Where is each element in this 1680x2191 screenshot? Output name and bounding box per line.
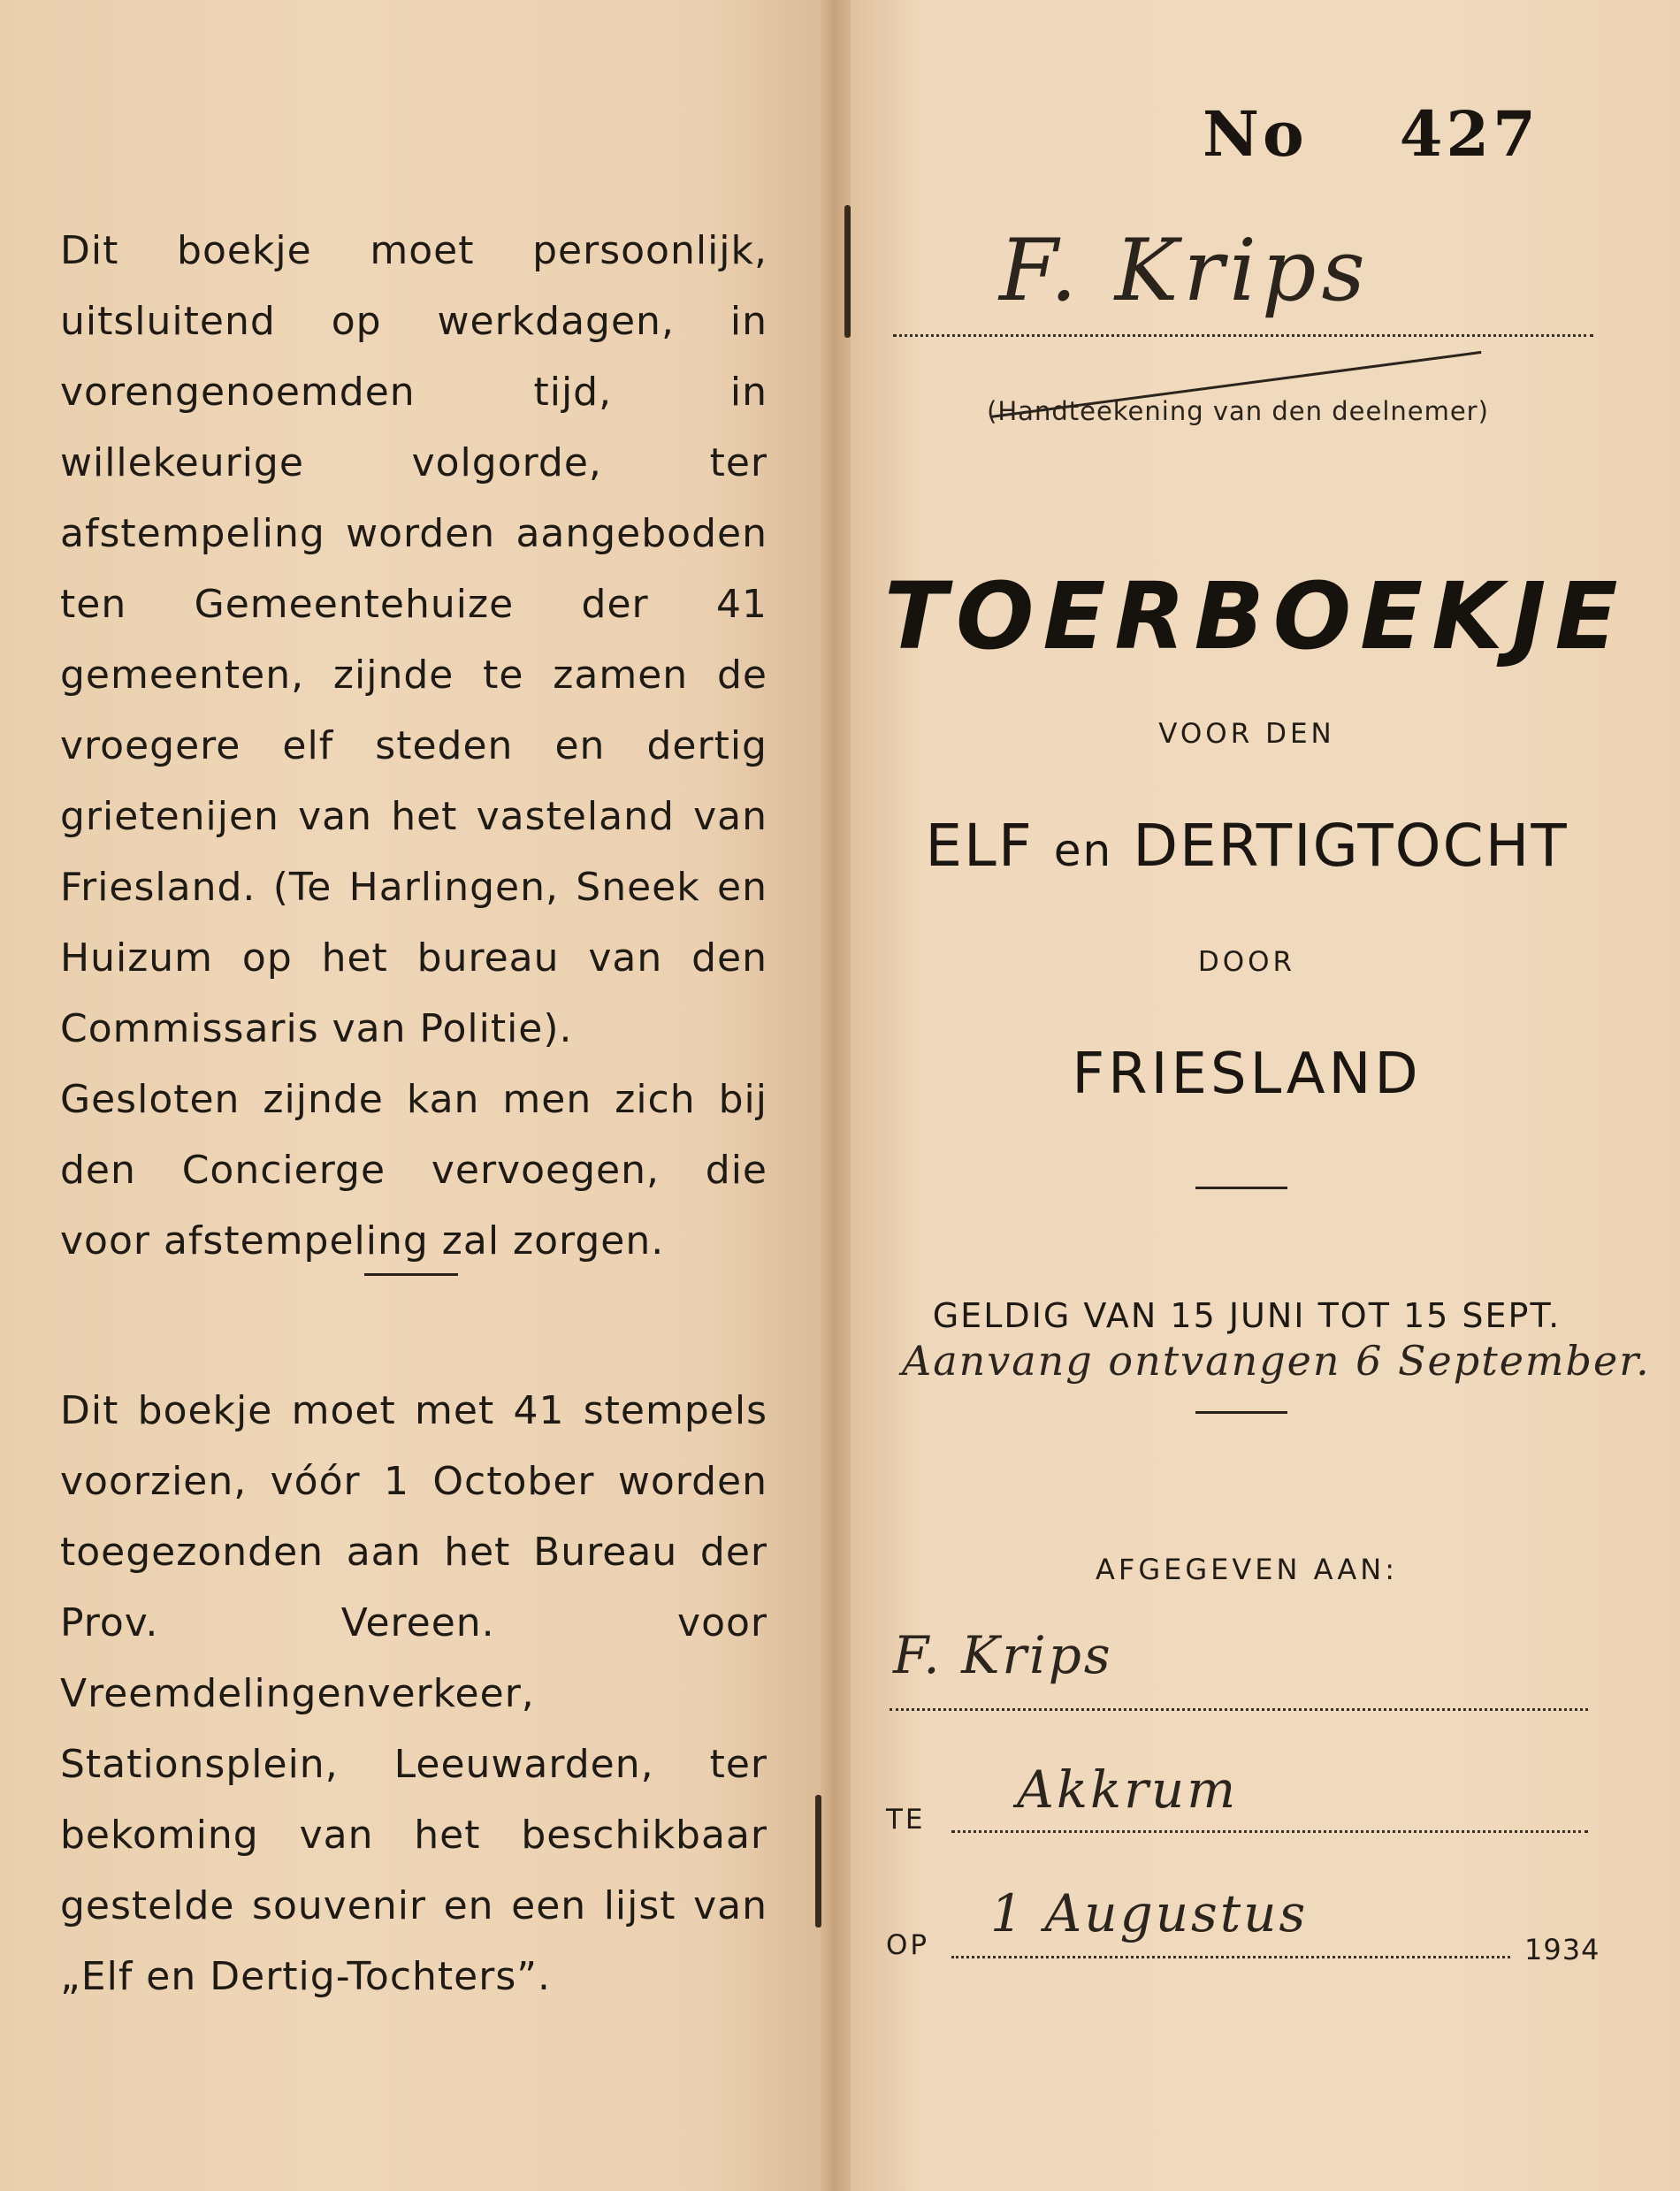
cover-divider-2	[1195, 1411, 1287, 1414]
event-name-part-1: ELF	[925, 812, 1034, 880]
event-name-part-3: DERTIGTOCHT	[1133, 812, 1569, 880]
te-value: Akkrum	[1017, 1760, 1239, 1820]
event-name	[884, 812, 1609, 880]
participant-signature: F. Krips	[999, 221, 1371, 320]
staple-bottom	[815, 1795, 821, 1928]
booklet-number	[1203, 97, 1539, 171]
door-label: DOOR	[1197, 946, 1296, 978]
validity-period: GELDIG VAN 15 JUNI TOT 15 SEPT.	[932, 1296, 1562, 1335]
instructions-paragraph-1	[60, 216, 767, 1277]
issue-year: 1934	[1524, 1933, 1600, 1966]
instructions-paragraph-2	[60, 1376, 767, 2012]
event-name-part-2: en	[1053, 825, 1113, 876]
issued-to-line	[890, 1708, 1588, 1711]
cover-divider-1	[1195, 1187, 1287, 1189]
op-line	[951, 1956, 1510, 1958]
op-label: OP	[886, 1929, 930, 1961]
number-value: 427	[1399, 97, 1539, 171]
issued-to-label: AFGEGEVEN AAN:	[1096, 1553, 1398, 1586]
signature-caption: (Handteekening van den deelnemer)	[987, 396, 1489, 426]
section-divider	[364, 1273, 458, 1276]
number-prefix: No	[1203, 97, 1308, 171]
region-name: FRIESLAND	[1072, 1042, 1422, 1107]
issued-to-name: F. Krips	[893, 1625, 1113, 1685]
te-line	[951, 1830, 1588, 1833]
voor-den-label: VOOR DEN	[1158, 718, 1335, 750]
staple-top	[844, 205, 851, 338]
instructions-text-1b: Gesloten zijnde kan men zich bij den Concierge vervoegen, die voor afstempeling zal zorgen.	[60, 1077, 767, 1263]
booklet-title: TOERBOEKJE	[884, 562, 1627, 670]
handwritten-note: Aanvang ontvangen 6 September.	[902, 1337, 1651, 1385]
te-label: TE	[886, 1804, 926, 1836]
op-value: 1 Augustus	[990, 1883, 1309, 1943]
instructions-text-2: Dit boekje moet met 41 stempels voorzien, vóór 1 October worden toegezonden aan het Bureau der Prov. Vereen. voor Vreemdelingenverkeer, Stationsplein, Leeuwarden, ter bekoming van het beschikbaar gestelde souvenir en een lijst van „Elf en Dertig-Tochters”.	[60, 1388, 767, 1999]
instructions-text-1: Dit boekje moet persoonlijk, uitsluitend op werkdagen, in vorengenoemden tijd, in willekeurige volgorde, ter afstempeling worden aangeboden ten Gemeentehuize der 41 gemeenten, zijnde te zamen de vroegere elf steden en dertig grietenijen van het vasteland van Friesland. (Te Harlingen, Sneek en Huizum op het bureau van den Commissaris van Politie).	[60, 228, 767, 1051]
signature-line	[893, 334, 1593, 337]
